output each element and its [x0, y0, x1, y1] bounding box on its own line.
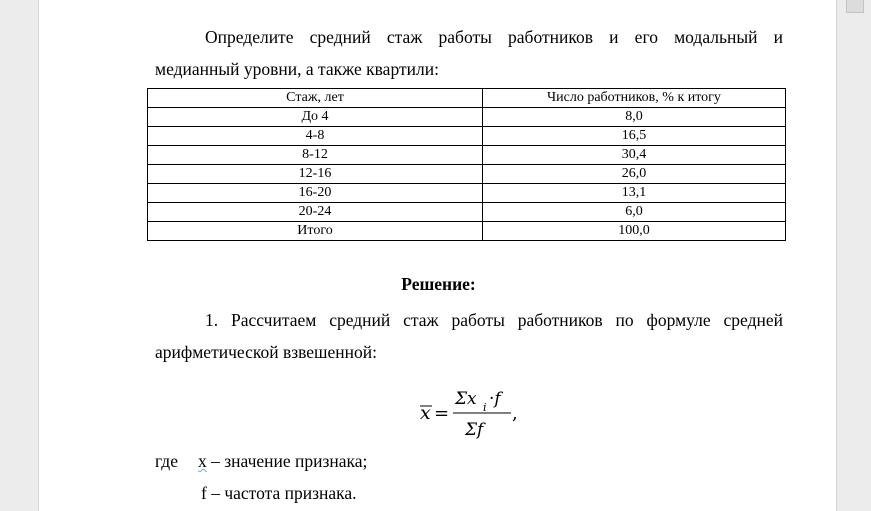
legend-x-symbol: x — [197, 451, 207, 471]
formula-equals: = — [434, 403, 450, 424]
table-cell: 13,1 — [483, 184, 786, 203]
table-row — [148, 146, 786, 165]
table-cell: Итого — [148, 222, 483, 241]
table-cell: 8-12 — [148, 146, 483, 165]
weighted-mean-formula — [419, 384, 529, 444]
table-row — [148, 184, 786, 203]
table-cell: 26,0 — [483, 165, 786, 184]
legend-x-description: – значение признака; — [206, 451, 368, 471]
formula-numerator-sigma: Σx — [455, 389, 477, 409]
solution-step1-line-1: 1. Рассчитаем средний стаж работы работников по формуле средней — [205, 310, 783, 330]
intro-line-1: Определите средний стаж работы работников и его модальный и — [205, 27, 783, 47]
formula-numerator-subscript: i — [483, 401, 487, 414]
table-cell: 100,0 — [483, 222, 786, 241]
legend-where: где — [155, 451, 178, 471]
formula-trailing-comma: , — [512, 403, 518, 424]
table-header-cell: Стаж, лет — [148, 89, 483, 108]
table-row — [148, 165, 786, 184]
right-scrollbar-track[interactable] — [837, 0, 871, 511]
table-cell: До 4 — [148, 108, 483, 127]
formula-numerator-rest: ·f — [489, 389, 501, 409]
formula-denominator: Σf — [465, 420, 484, 440]
formula-lhs: x — [420, 402, 431, 424]
table-cell: 8,0 — [483, 108, 786, 127]
table-header-row — [148, 89, 786, 108]
document-page — [38, 0, 837, 511]
table-total-row — [148, 222, 786, 241]
table-cell: 16-20 — [148, 184, 483, 203]
legend-line-f: f – частота признака. — [201, 483, 357, 503]
table-row — [148, 203, 786, 222]
table-row — [148, 127, 786, 146]
table-cell: 16,5 — [483, 127, 786, 146]
table-cell: 4-8 — [148, 127, 483, 146]
table-header-cell: Число работников, % к итогу — [483, 89, 786, 108]
intro-line-2: медианный уровни, а также квартили: — [155, 59, 439, 79]
table-cell: 6,0 — [483, 203, 786, 222]
left-margin-area — [0, 0, 38, 511]
experience-table — [147, 88, 786, 241]
scrollbar-thumb[interactable] — [846, 0, 864, 13]
table-cell: 20-24 — [148, 203, 483, 222]
solution-heading: Решение: — [401, 274, 476, 294]
table-cell: 30,4 — [483, 146, 786, 165]
solution-step1-line-2: арифметической взвешенной: — [155, 342, 378, 362]
legend-line-x — [155, 451, 367, 471]
table-cell: 12-16 — [148, 165, 483, 184]
table-row — [148, 108, 786, 127]
